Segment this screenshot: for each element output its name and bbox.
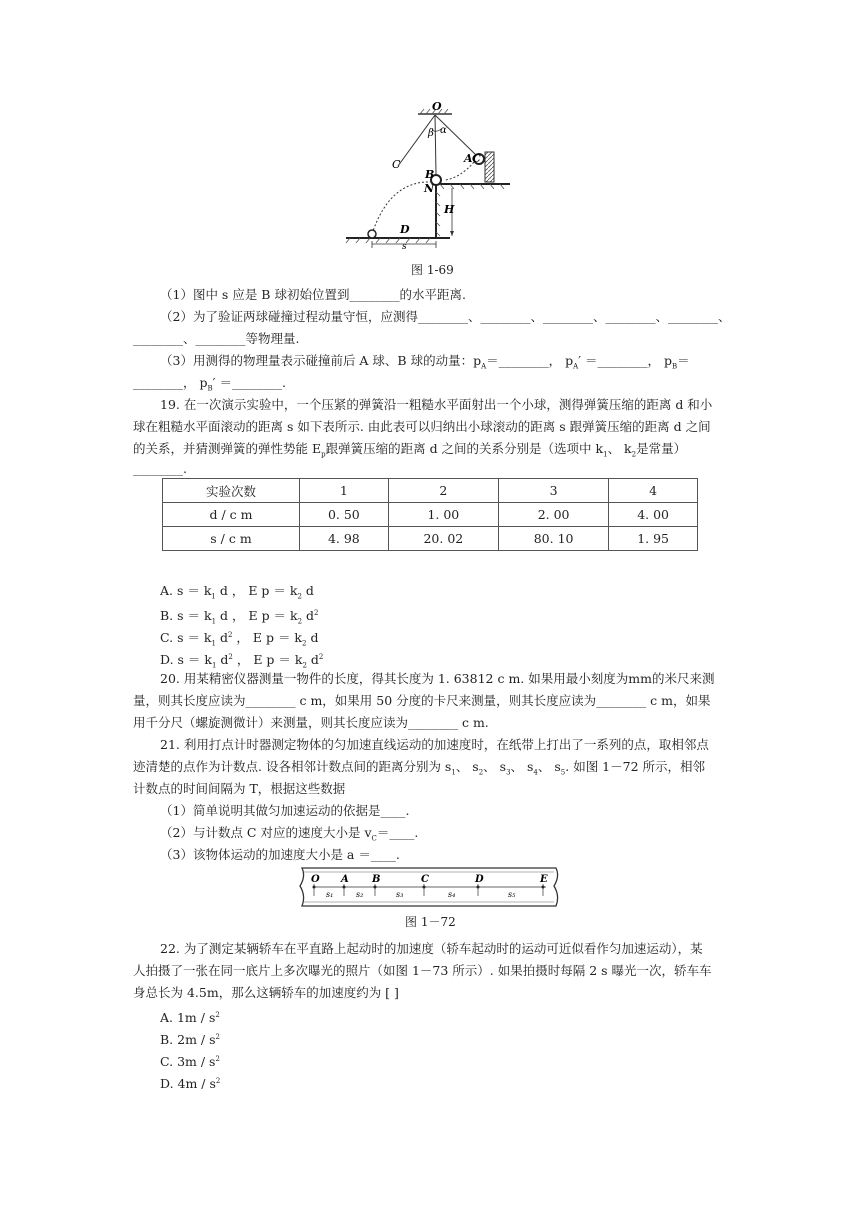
label-alpha: α <box>440 125 447 136</box>
q21-part3: （3）该物体运动的加速度大小是 a ＝____. <box>160 847 400 862</box>
tape-point-E: E <box>540 874 548 885</box>
q22-option-c: C. $3m / s^2$ <box>160 1054 220 1070</box>
q18-part3-line2: ________， $p_B'$ ＝________. <box>133 375 286 393</box>
q21-part1: （1）简单说明其做匀加速运动的依据是____. <box>160 803 410 818</box>
q19-data-table <box>162 478 698 551</box>
q19-option-a: A. $s = k_1$ d ， E $p = k_2$ d <box>160 583 314 601</box>
q20-line3: 用千分尺（螺旋测微计）来测量，则其长度应读为________ c m. <box>133 715 489 730</box>
q19-option-d: D. $s = k_1$ $d^2$ ， E $p = k_2$ $d^2$ <box>160 652 324 670</box>
table-cell: 2. 00 <box>498 503 608 527</box>
tape-seg-s5: s₅ <box>508 890 516 899</box>
q21-part2: （2）与计数点 C 对应的速度大小是 $v_C=\_\_\_\_$. <box>160 825 419 843</box>
table-cell: 80. 10 <box>498 527 608 551</box>
table-cell: 1. 00 <box>388 503 498 527</box>
q20-line1: 20. 用某精密仪器测量一物件的长度，得其长度为 1. 63812 c m. 如果用最小刻度为mm的米尺来测 <box>160 671 715 686</box>
figure-1-69 <box>340 100 530 250</box>
q22-line3: 身总长为 4.5m，那么这辆轿车的加速度约为 [ ] <box>133 985 399 1000</box>
q19-line3: 的关系，并猜测弹簧的弹性势能 $E_p$跟弹簧压缩的距离 d 之间的关系分别是（选项中 $k_1$、 $k_2$是常量） <box>133 441 687 459</box>
tape-point-D: D <box>475 874 484 885</box>
q19-line1: 19. 在一次演示实验中，一个压紧的弹簧沿一粗糙水平面射出一个小球，测得弹簧压缩的距离 d 和小 <box>160 397 713 412</box>
q19-line2: 球在粗糙水平面滚动的距离 s 如下表所示. 由此表可以归纳出小球滚动的距离 s 跟弹簧压缩的距离 d 之间 <box>133 419 711 434</box>
q22-option-a: A. $1m / s^2$ <box>160 1010 220 1026</box>
table-header-cell: 4 <box>609 479 698 503</box>
label-O: O <box>432 100 442 113</box>
label-s: s <box>402 242 407 250</box>
label-N: N <box>424 182 435 195</box>
q18-part3-line1: （3）用测得的物理量表示碰撞前后 A 球、B 球的动量：$p_A=\_\_\_\_\_\_\_\_$， $p_A'$ ＝________， $p_B=$ <box>160 353 690 371</box>
label-C: C <box>392 158 401 171</box>
table-cell: 1. 95 <box>609 527 698 551</box>
tape-point-A: A <box>341 874 349 885</box>
q21-line2: 迹清楚的点作为计数点. 设各相邻计数点间的距离分别为 $s_1$、 $s_2$、 $s_3$、 $s_4$、 $s_5$. 如图 1－72 所示，相邻 <box>133 759 706 777</box>
label-beta: β <box>428 128 434 139</box>
label-D: D <box>400 223 410 236</box>
label-C2: C <box>472 152 481 165</box>
table-header-row <box>163 479 698 503</box>
q22-option-b: B. $2m / s^2$ <box>160 1032 220 1048</box>
tape-seg-s1: s₁ <box>326 890 334 899</box>
tape-point-O: O <box>311 874 320 885</box>
tape-seg-s4: s₄ <box>448 890 456 899</box>
table-header-cell: 1 <box>300 479 389 503</box>
q21-line3: 计数点的时间间隔为 T，根据这些数据 <box>133 781 346 796</box>
figure-1-69-caption: 图 1-69 <box>411 263 454 277</box>
tape-seg-s3: s₃ <box>396 890 404 899</box>
q21-line1: 21. 利用打点计时器测定物体的匀加速直线运动的加速度时，在纸带上打出了一系列的点，取相邻点 <box>160 737 709 752</box>
table-cell: s / c m <box>163 527 300 551</box>
q19-option-c: C. $s = k_1$ $d^2$ ， E $p = k_2$ d <box>160 630 319 648</box>
table-cell: 4. 98 <box>300 527 389 551</box>
table-row <box>163 503 698 527</box>
q20-line2: 量，则其长度应读为________ c m，如果用 50 分度的卡尺来测量，则其长度应读为________ c m，如果 <box>133 693 711 708</box>
label-B: B <box>425 168 435 181</box>
table-cell: d / c m <box>163 503 300 527</box>
q18-part1: （1）图中 s 应是 B 球初始位置到________的水平距离. <box>160 287 466 302</box>
figure-1-72 <box>298 866 562 910</box>
q22-option-d: D. $4m / s^2$ <box>160 1076 221 1092</box>
q18-part2-line1: （2）为了验证两球碰撞过程动量守恒，应测得________、________、________、________、________、 <box>160 309 731 324</box>
table-header-cell: 2 <box>388 479 498 503</box>
table-cell: 0. 50 <box>300 503 389 527</box>
q22-line1: 22. 为了测定某辆轿车在平直路上起动时的加速度（轿车起动时的运动可近似看作匀加速运动），某 <box>160 941 703 956</box>
figure-1-72-caption: 图 1－72 <box>405 915 456 929</box>
q19-answer-blank: ________. <box>133 461 187 476</box>
table-header-cell: 实验次数 <box>163 479 300 503</box>
table-header-cell: 3 <box>498 479 608 503</box>
q22-line2: 人拍摄了一张在同一底片上多次曝光的照片（如图 1－73 所示）. 如果拍摄时每隔 2 s 曝光一次，轿车车 <box>133 963 712 978</box>
label-A: A <box>464 152 473 165</box>
tape-point-C: C <box>421 874 429 885</box>
label-H: H <box>444 203 455 216</box>
table-cell: 20. 02 <box>388 527 498 551</box>
tape-point-B: B <box>372 874 381 885</box>
q19-option-b: B. $s = k_1$ d ， E $p = k_2$ $d^2$ <box>160 608 319 626</box>
q18-part2-line2: ________、________等物理量. <box>133 331 300 346</box>
tape-seg-s2: s₂ <box>356 890 364 899</box>
table-cell: 4. 00 <box>609 503 698 527</box>
table-row <box>163 527 698 551</box>
